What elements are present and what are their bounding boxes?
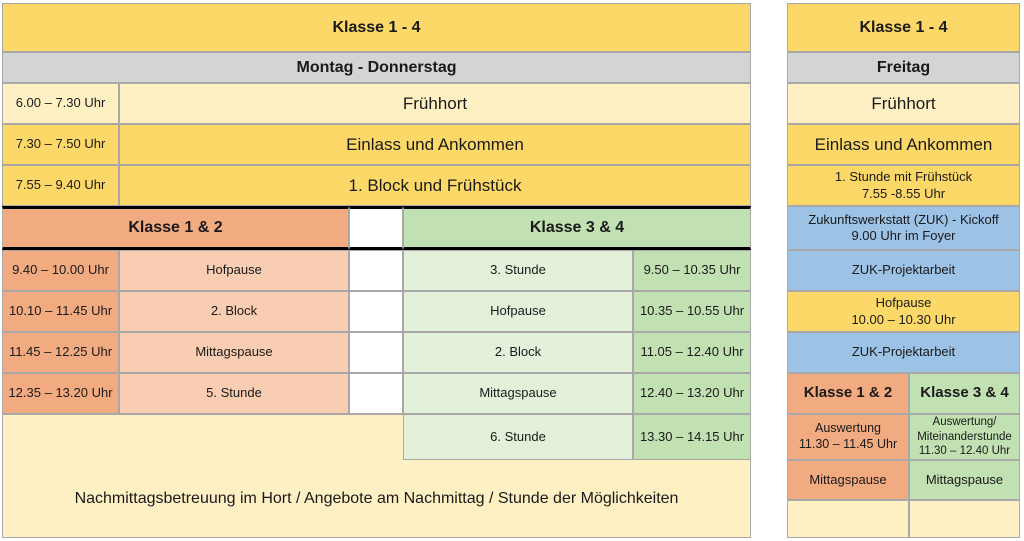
activity-cell (909, 414, 1020, 460)
activity-cell: 1. Block und Frühstück (119, 165, 751, 206)
time-cell: 11.45 – 12.25 Uhr (2, 332, 119, 373)
time-cell: 9.40 – 10.00 Uhr (2, 250, 119, 291)
time-cell: 7.55 – 9.40 Uhr (2, 165, 119, 206)
right-header: Klasse 1 - 4 (787, 3, 1020, 52)
activity-cell: Einlass und Ankommen (119, 124, 751, 165)
time-cell: 7.30 – 7.50 Uhr (2, 124, 119, 165)
activity-cell: Frühhort (787, 83, 1020, 124)
activity-cell: Hofpause (403, 291, 633, 332)
activity-cell: 3. Stunde (403, 250, 633, 291)
activity-cell: Mittagspause (403, 373, 633, 414)
activity-cell: 2. Block (119, 291, 349, 332)
spacer-cell (349, 291, 403, 332)
empty-cell (909, 500, 1020, 538)
activity-line: Zukunftswerkstatt (ZUK) - Kickoff (808, 211, 999, 227)
activity-line: 11.30 – 11.45 Uhr (798, 437, 898, 451)
left-header: Klasse 1 - 4 (2, 3, 751, 52)
activity-cell: 5. Stunde (119, 373, 349, 414)
afternoon-care: Nachmittagsbetreuung im Hort / Angebote am Nachmittag / Stunde der Möglichkeiten (2, 414, 751, 538)
activity-cell: 2. Block (403, 332, 633, 373)
activity-line: 1. Stunde mit Frühstück (834, 169, 973, 185)
time-cell: 6.00 – 7.30 Uhr (2, 83, 119, 124)
time-cell: 13.30 – 14.15 Uhr (633, 414, 751, 460)
spacer-cell (349, 373, 403, 414)
activity-line: Hofpause (875, 295, 932, 311)
time-cell: 11.05 – 12.40 Uhr (633, 332, 751, 373)
time-cell: 10.10 – 11.45 Uhr (2, 291, 119, 332)
activity-cell: ZUK-Projektarbeit (787, 332, 1020, 373)
activity-line: Auswertung (814, 421, 881, 436)
activity-cell: Hofpause (119, 250, 349, 291)
activity-cell: ZUK-Projektarbeit (787, 250, 1020, 291)
activity-line: 10.00 – 10.30 Uhr (851, 311, 956, 327)
spacer-cell (349, 332, 403, 373)
activity-cell: Frühhort (119, 83, 751, 124)
activity-cell (787, 291, 1020, 332)
activity-cell: Mittagspause (787, 460, 909, 500)
activity-cell: 6. Stunde (403, 414, 633, 460)
right-days-header: Freitag (787, 52, 1020, 83)
time-cell: 12.35 – 13.20 Uhr (2, 373, 119, 414)
group-header-3-4: Klasse 3 & 4 (403, 206, 751, 250)
left-days-header: Montag - Donnerstag (2, 52, 751, 83)
activity-cell: Mittagspause (909, 460, 1020, 500)
time-cell: 9.50 – 10.35 Uhr (633, 250, 751, 291)
group-header-3-4: Klasse 3 & 4 (909, 373, 1020, 414)
spacer-cell (349, 206, 403, 250)
activity-cell: Mittagspause (119, 332, 349, 373)
time-cell: 10.35 – 10.55 Uhr (633, 291, 751, 332)
activity-cell: Einlass und Ankommen (787, 124, 1020, 165)
activity-line: Auswertung/ (932, 416, 997, 429)
empty-cell (787, 500, 909, 538)
time-cell: 12.40 – 13.20 Uhr (633, 373, 751, 414)
zuk-kickoff-cell (787, 206, 1020, 250)
activity-cell (787, 414, 909, 460)
activity-line: 9.00 Uhr im Foyer (851, 228, 956, 243)
activity-line: 7.55 -8.55 Uhr (861, 185, 946, 201)
group-header-1-2: Klasse 1 & 2 (787, 373, 909, 414)
activity-line: Miteinanderstunde (917, 430, 1012, 443)
spacer-cell (349, 250, 403, 291)
group-header-1-2: Klasse 1 & 2 (2, 206, 349, 250)
activity-line: 11.30 – 12.40 Uhr (918, 445, 1011, 458)
activity-cell (787, 165, 1020, 206)
